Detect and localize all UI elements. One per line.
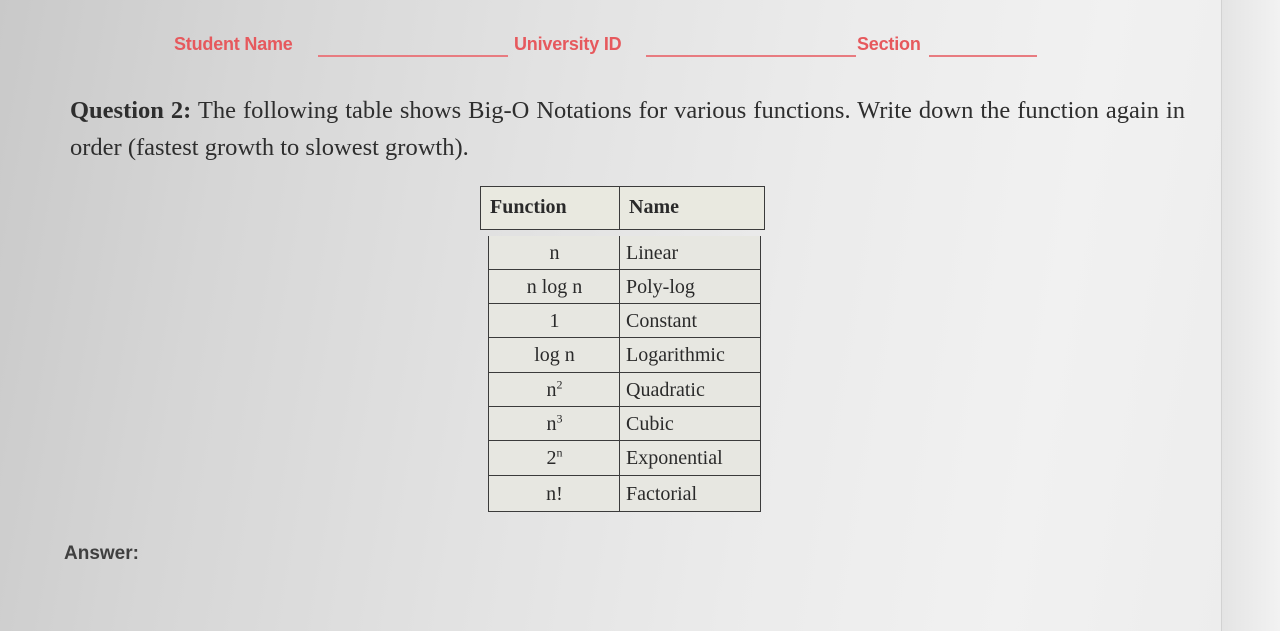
function-text: log n	[534, 344, 575, 366]
question-text: The following table shows Big-O Notations for various functions. Write down the function again in order (fastest growth to slowest growth).	[70, 97, 1186, 161]
function-text: n	[546, 413, 557, 435]
function-exponent: 2	[556, 377, 563, 392]
page-edge	[1221, 0, 1280, 631]
name-cell: Factorial	[619, 476, 761, 512]
name-cell: Constant	[619, 304, 761, 338]
function-text: 2	[546, 447, 557, 469]
function-cell	[488, 270, 620, 304]
function-cell	[488, 373, 620, 407]
function-text: n!	[546, 483, 563, 505]
name-cell: Poly-log	[619, 270, 761, 304]
function-text: 1	[549, 310, 560, 332]
name-cell: Quadratic	[619, 373, 761, 407]
function-text: n	[549, 242, 560, 264]
section-underline	[929, 55, 1037, 57]
function-cell	[488, 441, 620, 476]
answer-label: Answer:	[64, 543, 139, 564]
name-cell: Logarithmic	[619, 338, 761, 373]
university-id-label: University ID	[514, 34, 622, 54]
header-name: Name	[619, 186, 765, 230]
function-text: n	[546, 379, 557, 401]
student-name-underline	[318, 55, 508, 57]
name-cell: Cubic	[619, 407, 761, 441]
name-cell: Linear	[619, 236, 761, 270]
student-name-label: Student Name	[174, 34, 293, 54]
name-cell: Exponential	[619, 441, 761, 476]
question-paragraph	[70, 92, 1185, 166]
big-o-table	[480, 186, 765, 512]
function-cell	[488, 236, 620, 270]
university-id-underline	[646, 55, 856, 57]
function-exponent: 3	[556, 411, 563, 426]
function-cell	[488, 407, 620, 441]
function-exponent: n	[556, 445, 563, 460]
function-cell	[488, 338, 620, 373]
header-function: Function	[480, 186, 620, 230]
function-cell	[488, 476, 620, 512]
function-cell	[488, 304, 620, 338]
question-number: Question 2:	[70, 97, 192, 124]
section-label: Section	[857, 34, 921, 54]
function-text: n log n	[526, 276, 583, 298]
